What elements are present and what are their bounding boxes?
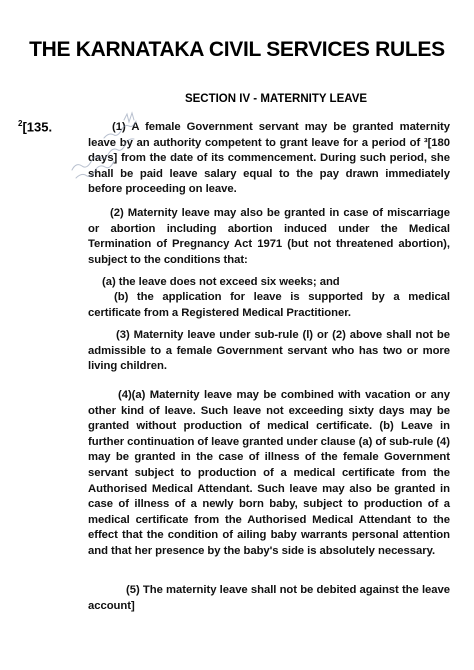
sub-rule-2-condition-a: (a) the leave does not exceed six weeks; and bbox=[102, 276, 340, 288]
footnote-ref: 2 bbox=[18, 119, 23, 128]
sub-rule-5: (5) The maternity leave shall not be debited against the leave account] bbox=[88, 584, 450, 612]
document-heading: THE KARNATAKA CIVIL SERVICES RULES bbox=[29, 38, 445, 61]
sub-rule-3: (3) Maternity leave under sub-rule (l) or (2) above shall not be admissible to a female Government servant who has two or more living children. bbox=[88, 329, 450, 373]
sub-rule-4: (4)(a) Maternity leave may be combined with vacation or any other kind of leave. Such leave not exceeding sixty days may be granted without production of medical certificate. (b) Leave in further continuation of leave granted under clause (a) of sub-rule (4) may be granted in the case of illness of the female Government servant subject to production of a medical certificate from the Authorised Medical Attendant. Such leave may also be granted in case of illness of a newly born baby, subject to production of a medical certificate from the Authorised Medical Attendant to the effect that the condition of ailing baby warrants personal attention and that her presence by the baby's side is absolutely necessary. bbox=[88, 389, 450, 557]
rule-number bbox=[18, 119, 52, 134]
sub-rule-2-condition-b: (b) the application for leave is supported by a medical certificate from a Registered Medical Practitioner. bbox=[88, 291, 450, 319]
sub-rule-2: (2) Maternity leave may also be granted in case of miscarriage or abortion including abortion induced under the Medical Termination of Pregnancy Act 1971 (but not threatened abortion), subject to the conditions that: bbox=[88, 207, 450, 266]
rule-number-text: [135. bbox=[22, 119, 53, 135]
sub-rule-1: (1) A female Government servant may be granted maternity leave by an authority competent to grant leave for a period of ³[180 days] from the date of its commencement. During such period, she shall be paid leave salary equal to the pay drawn immediately before proceeding on leave. bbox=[88, 121, 450, 196]
section-title: SECTION IV - MATERNITY LEAVE bbox=[184, 93, 368, 105]
